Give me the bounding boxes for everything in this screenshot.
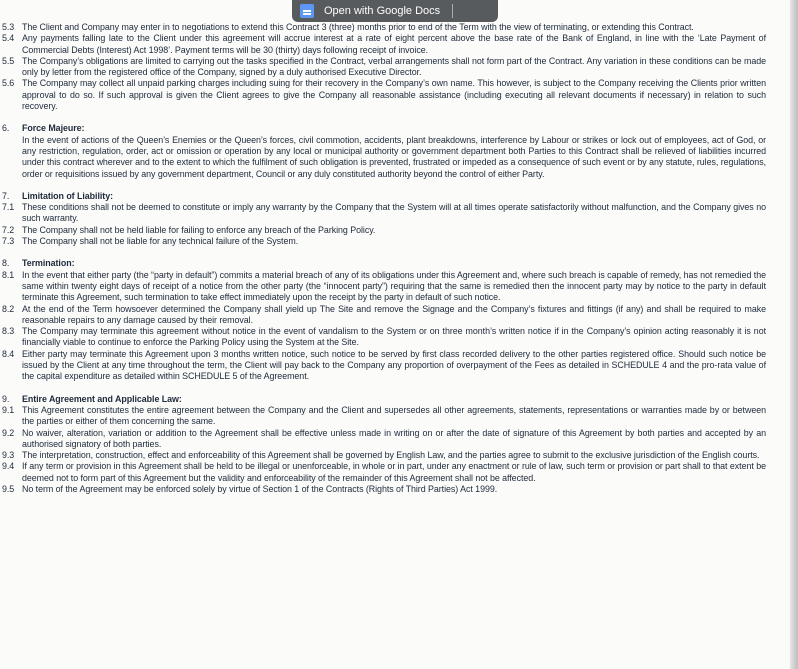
clause-9-2 <box>0 428 790 451</box>
clause-5-6 <box>0 78 790 112</box>
open-with-toolbar[interactable] <box>292 0 498 22</box>
clause-number: 8.2 <box>2 303 15 314</box>
section-title: Entire Agreement and Applicable Law: <box>22 393 182 404</box>
clause-8-4 <box>0 349 790 383</box>
section-7-heading <box>0 191 790 202</box>
clause-9-4 <box>0 461 790 484</box>
clause-number: 7.3 <box>2 236 15 247</box>
clause-number: 9.2 <box>2 427 15 438</box>
clause-9-5 <box>0 484 790 495</box>
clause-text: The Company shall not be liable for any technical failure of the System. <box>22 236 299 247</box>
clause-number: 9.3 <box>2 450 15 461</box>
open-with-google-docs-button[interactable]: Open with Google Docs <box>324 5 441 17</box>
section-spacer <box>0 112 790 123</box>
clause-text: Any payments falling late to the Client under this agreement will accrue interest at a rate of eight percent above the base rate of the Bank of England, in line with the ‘Late Payment of Commercial Debts (Interest) Act 1998’. Payment terms will be 30 (thirty) days following receipt of invoice. <box>22 33 766 55</box>
clause-text: If any term or provision in this Agreement shall be held to be illegal or unenforceable, in whole or in part, under any enactment or rule of law, such term or provision or part shall to that extent be deemed not to form part of this Agreement but the validity and enforceability of the remainder of this Agreement shall not be affected. <box>22 461 766 483</box>
clause-text: The interpretation, construction, effect and enforceability of this Agreement shall be governed by English Law, and the parties agree to submit to the exclusive jurisdiction of the English courts. <box>22 450 760 461</box>
page-edge <box>790 0 798 669</box>
clause-number: 5.4 <box>2 33 15 44</box>
clause-text: Either party may terminate this Agreement upon 3 months written notice, such notice to be served by first class recorded delivery to the other parties registered office. Should such notice be issued by the Client at any time throughout the term, the Client will pay back to the Company any proportion of overpayment of the Fees as detailed in SCHEDULE 4 and the pro-rata value of the capital expenditure as detailed within SCHEDULE 5 of the Agreement. <box>22 348 766 382</box>
clause-text: This Agreement constitutes the entire agreement between the Company and the Client and supersedes all other agreements, statements, representations or warranties made by or between the parties or either of them concerning the same. <box>22 404 766 427</box>
clause-text: These conditions shall not be deemed to constitute or imply any warranty by the Company that the System will at all times operate satisfactorily without malfunction, and the Company gives no such warranty. <box>22 202 766 224</box>
section-title: Force Majeure: <box>22 123 85 134</box>
clause-7-1 <box>0 202 790 225</box>
clause-number: 8.4 <box>2 348 15 359</box>
clause-5-4 <box>0 33 790 56</box>
clause-5-3 <box>0 22 790 33</box>
clause-7-3 <box>0 236 790 247</box>
section-title: Limitation of Liability: <box>22 190 113 201</box>
clause-8-3 <box>0 326 790 349</box>
section-title: Termination: <box>22 258 75 269</box>
clause-number: 9.5 <box>2 483 15 494</box>
toolbar-divider <box>452 4 453 18</box>
clause-text: The Company may terminate this agreement without notice in the event of vandalism to the System or on three month’s written notice if in the Company’s opinion acting reasonably it is not financially viable to continue to enforce the Parking Policy using the System at the Site. <box>22 326 766 348</box>
clause-number: 8.1 <box>2 269 15 280</box>
section-spacer <box>0 383 790 394</box>
clause-8-2 <box>0 304 790 327</box>
clause-text: The Company’s obligations are limited to carrying out the tasks specified in the Contract, verbal arrangements shall not form part of the Contract. Any variation in these conditions can be made only by letter from the registered office of the Company, signed by a duly authorised Executive Director. <box>22 55 766 78</box>
clause-6-body <box>0 135 790 180</box>
clause-8-1 <box>0 270 790 304</box>
clause-text: In the event of actions of the Queen’s Enemies or the Queen’s forces, civil commotion, accidents, plant breakdowns, interference by Labour or strikes or lock out of employees, act of God, or any restriction, regulation, order, act or omission or operation by any local or municipal authority or government department both Parties to this Contract shall be relieved of liabilities incurred under this contract wherever and to the extent to which the fulfilment of such obligation is prevented, frustrated or impeded as a consequence of such event or by any statute, rules, regulations, order or requisitions issued by any government department, Council or any duly constituted authority beyond the control of either Party. <box>22 134 766 179</box>
section-6-heading <box>0 123 790 134</box>
section-number: 7. <box>2 190 10 201</box>
section-spacer <box>0 247 790 258</box>
section-9-heading <box>0 394 790 405</box>
clause-number: 9.4 <box>2 461 15 472</box>
section-number: 6. <box>2 123 10 134</box>
clause-number: 7.1 <box>2 202 15 213</box>
clause-text: The Company shall not be held liable for failing to enforce any breach of the Parking Policy. <box>22 224 376 235</box>
section-8-heading <box>0 258 790 269</box>
clause-number: 9.1 <box>2 404 15 415</box>
clause-9-1 <box>0 405 790 428</box>
clause-number: 8.3 <box>2 326 15 337</box>
clause-number: 7.2 <box>2 224 15 235</box>
clause-text: No waiver, alteration, variation or addition to the Agreement shall be effective unless made in writing on or after the date of signature of this Agreement by both parties and accepted by an authorised signatory of both parties. <box>22 427 766 449</box>
clause-9-3 <box>0 450 790 461</box>
clause-text: The Client and Company may enter in to negotiations to extend this Contract 3 (three) months prior to end of the Term with the view of terminating, or extending this Contract. <box>22 22 694 32</box>
clause-number: 5.3 <box>2 22 15 32</box>
clause-text: In the event that either party (the “party in default”) commits a material breach of any of its obligations under this Agreement and, where such breach is capable of remedy, has not remedied the same within twenty eight days of receipt of a notice from the other party (the “innocent party”) requiring that the same is remedied then the innocent party may by notice to the party in default terminate this Agreement, such termination to take effect immediately upon the receipt by the party in default of such notice. <box>22 269 766 303</box>
clause-text: The Company may collect all unpaid parking charges including suing for their recovery in the Company’s own name. This however, is subject to the Company receiving the Clients prior written approval to do so. If such approval is given the Client agrees to give the Company all reasonable assistance (including executing all relevant documents if necessary) in relation to such recovery. <box>22 78 766 112</box>
section-number: 9. <box>2 393 10 404</box>
clause-text: At the end of the Term howsoever determined the Company shall yield up The Site and remove the Signage and the Company’s fixtures and fittings (if any) and shall be required to make reasonable repairs to any damage caused by their removal. <box>22 303 766 325</box>
clause-list <box>0 22 790 495</box>
clause-text: No term of the Agreement may be enforced solely by virtue of Section 1 of the Contracts (Rights of Third Parties) Act 1999. <box>22 483 498 494</box>
clause-7-2 <box>0 225 790 236</box>
section-spacer <box>0 180 790 191</box>
section-number: 8. <box>2 258 10 269</box>
google-docs-icon[interactable] <box>300 4 314 18</box>
clause-5-5 <box>0 56 790 79</box>
clause-number: 5.5 <box>2 55 15 66</box>
clause-number: 5.6 <box>2 78 15 89</box>
